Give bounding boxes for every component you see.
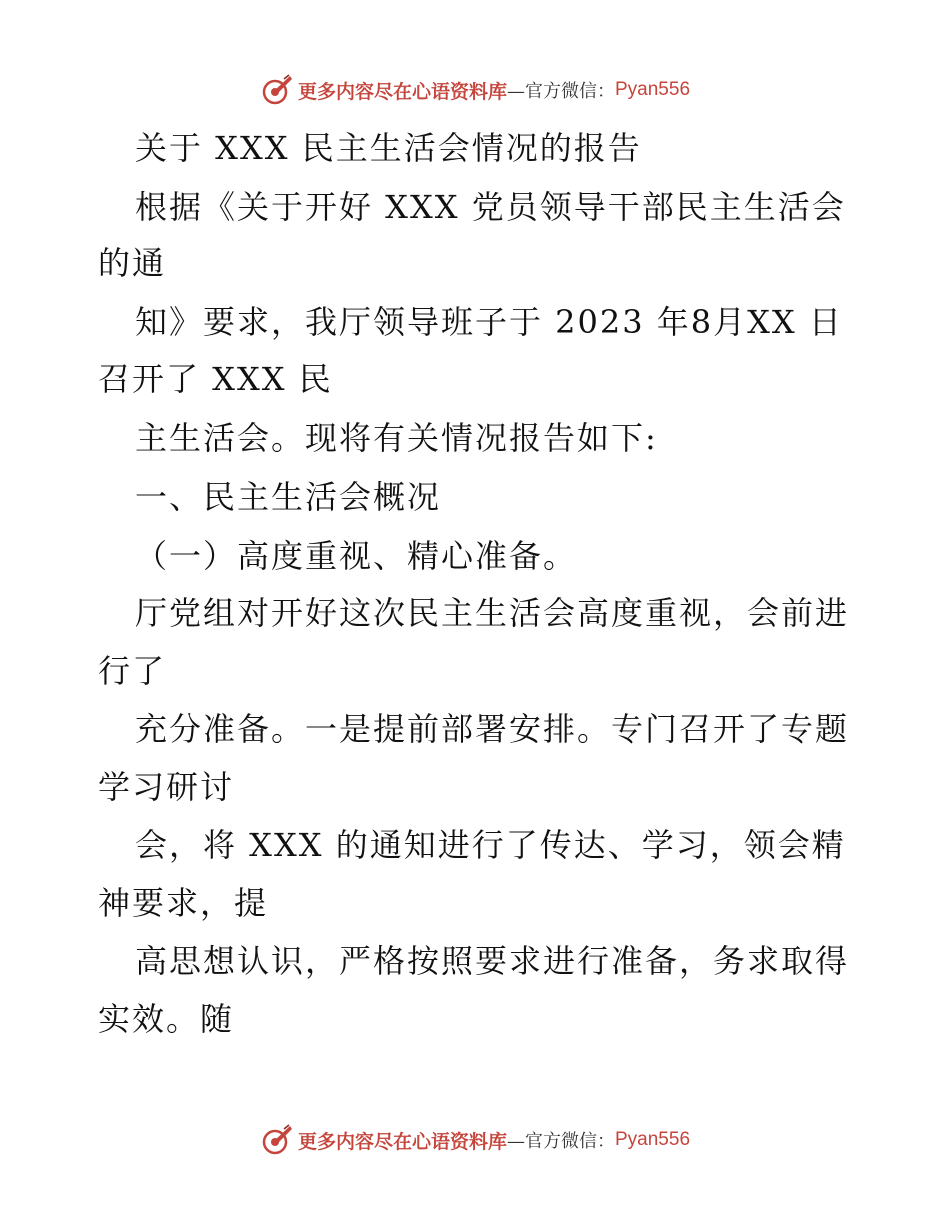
header-banner xyxy=(0,70,950,110)
quill-pen-logo-icon xyxy=(260,73,294,107)
paragraph-line: 召开了 XXX 民 xyxy=(98,360,333,398)
paragraph-line: 高思想认识，严格按照要求进行准备，务求取得 xyxy=(135,942,850,980)
banner-title: 更多内容尽在心语资料库 xyxy=(297,80,507,103)
paragraph-line: 实效。随 xyxy=(98,1000,235,1038)
section-heading: 一、民主生活会概况 xyxy=(135,478,442,516)
paragraph-line: 充分准备。一是提前部署安排。专门召开了专题 xyxy=(135,710,850,748)
banner-wechat-id: Pyan556 xyxy=(615,1129,691,1150)
subsection-heading: （一）高度重视、精心准备。 xyxy=(135,537,578,575)
paragraph-line: 根据《关于开好 XXX 党员领导干部民主生活会 xyxy=(135,188,846,226)
paragraph-line: 的通 xyxy=(98,244,167,282)
banner-title: 更多内容尽在心语资料库 xyxy=(297,1130,507,1153)
banner-wechat-label: —官方微信： xyxy=(507,1131,615,1152)
paragraph-line: 知》要求，我厅领导班子于 2023 年8月XX 日 xyxy=(135,303,843,341)
paragraph-line: 会，将 XXX 的通知进行了传达、学习，领会精 xyxy=(135,826,846,864)
footer-banner xyxy=(0,1120,950,1160)
document-title: 关于 XXX 民主生活会情况的报告 xyxy=(135,129,642,167)
paragraph-line: 神要求，提 xyxy=(98,884,269,922)
paragraph-line: 学习研讨 xyxy=(98,768,235,806)
quill-pen-logo-icon xyxy=(260,1123,294,1157)
banner-wechat-label: —官方微信： xyxy=(507,81,615,102)
banner-wechat-id: Pyan556 xyxy=(615,79,691,100)
paragraph-line: 厅党组对开好这次民主生活会高度重视，会前进 xyxy=(135,594,850,632)
paragraph-line: 行了 xyxy=(98,652,167,690)
paragraph-line: 主生活会。现将有关情况报告如下: xyxy=(135,419,658,457)
